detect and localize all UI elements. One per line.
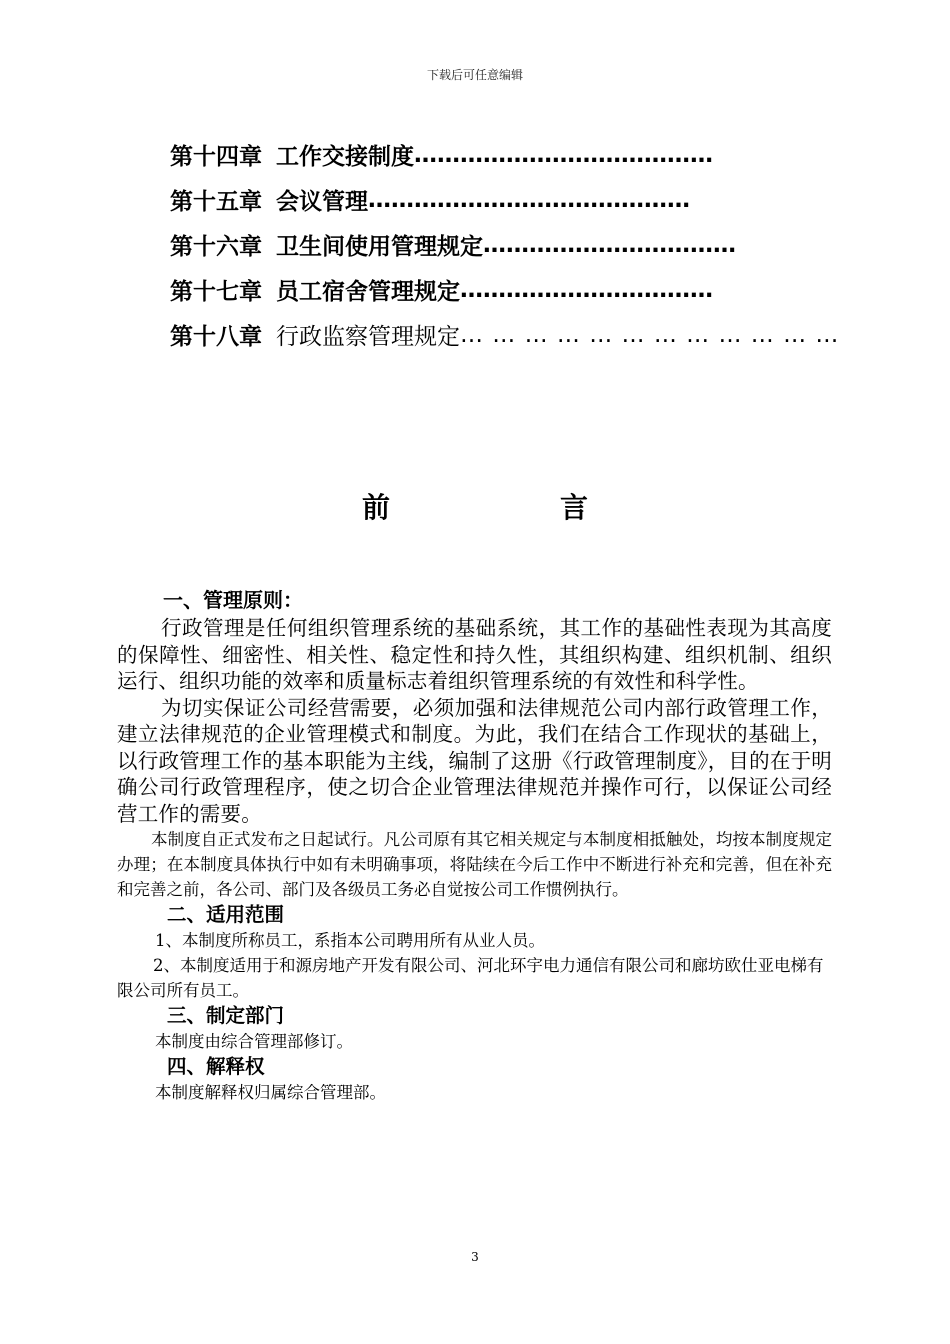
toc-chapter: 第十六章	[170, 234, 262, 260]
toc-chapter: 第十八章	[170, 324, 262, 350]
paragraph: 本制度由综合管理部修订。	[155, 1032, 353, 1051]
list-item: 1、本制度所称员工，系指本公司聘用所有从业人员。	[155, 931, 545, 950]
page-number: 3	[471, 1250, 479, 1264]
toc-entry[interactable]	[170, 222, 794, 267]
toc-title: 员工宿舍管理规定	[276, 279, 460, 305]
toc-entry[interactable]	[170, 267, 794, 312]
toc-entry[interactable]	[170, 312, 840, 357]
toc-title: 行政监察管理规定	[276, 324, 460, 350]
page-header: 下载后可任意编辑	[426, 68, 523, 82]
preface-title-left: 前	[361, 491, 390, 524]
toc-chapter: 第十四章	[170, 144, 262, 170]
paragraph: 为切实保证公司经营需要，必须加强和法律规范公司内部行政管理工作，建立法律规范的企业管理模式和制度。为此，我们在结合工作现状的基础上，以行政管理工作的基本职能为主线，编制了这册《行政管理制度》，目的在于明确公司行政管理程序，使之切合企业管理法律规范并操作可行，以保证公司经营工作的需要。	[117, 695, 832, 826]
section-heading-department: 三、制定部门	[167, 1004, 285, 1027]
list-item: 2、本制度适用于和源房地产开发有限公司、河北环宇电力通信有限公司和廊坊欧仕亚电梯有限公司所有员工。	[117, 956, 824, 1000]
toc-leader: ……………………………	[483, 231, 736, 258]
toc-chapter: 第十五章	[170, 189, 262, 215]
section-heading-interpretation: 四、解释权	[167, 1055, 265, 1078]
section-heading-scope: 二、适用范围	[167, 903, 285, 926]
toc-entry[interactable]	[170, 132, 794, 177]
preface-title	[0, 486, 950, 526]
toc-leader: ……………………………	[460, 276, 713, 303]
toc-chapter: 第十七章	[170, 279, 262, 305]
toc-title: 会议管理	[276, 189, 368, 215]
toc-title: 卫生间使用管理规定	[276, 234, 483, 260]
paragraph: 本制度自正式发布之日起试行。凡公司原有其它相关规定与本制度相抵触处，均按本制度规定办理；在本制度具体执行中如有未明确事项，将陆续在今后工作中不断进行补充和完善，但在补充和完善之前，各公司、部门及各级员工务必自觉按公司工作惯例执行。	[117, 830, 832, 899]
section-heading-principles: 一、管理原则：	[163, 588, 303, 612]
toc-leader: …………………………………	[414, 141, 713, 168]
table-of-contents	[170, 132, 840, 357]
preface-title-right: 言	[560, 491, 589, 524]
toc-leader: ……………………………………	[368, 186, 690, 213]
paragraph: 行政管理是任何组织管理系统的基础系统，其工作的基础性表现为其高度的保障性、细密性、相关性、稳定性和持久性，其组织构建、组织机制、组织运行、组织功能的效率和质量标志着组织管理系统的有效性和科学性。	[117, 616, 832, 693]
toc-leader: … … … … … … … … … … … …	[460, 321, 840, 348]
preface-body	[117, 585, 832, 1105]
toc-entry[interactable]	[170, 177, 794, 222]
paragraph: 本制度解释权归属综合管理部。	[155, 1083, 386, 1102]
toc-title: 工作交接制度	[276, 144, 414, 170]
